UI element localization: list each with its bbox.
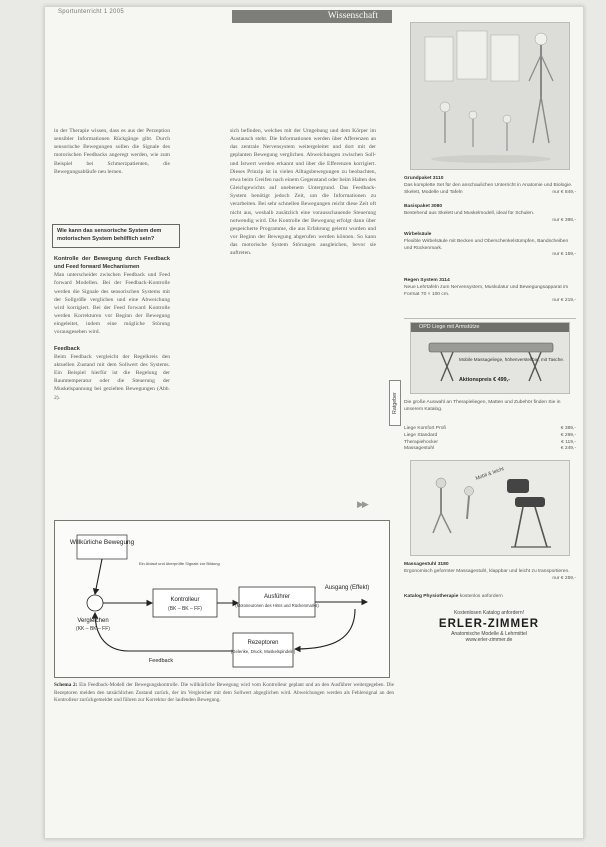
- brand-website-link[interactable]: www.erler-zimmer.de: [465, 637, 513, 644]
- price-row-1-value: € 389,-: [560, 426, 576, 431]
- price-row-2: [404, 433, 576, 440]
- brand-intro: Kostenlosen Katalog anfordern!: [453, 610, 525, 616]
- continue-arrows-icon: ▶▶: [357, 499, 367, 509]
- column-1-intro: [54, 127, 170, 184]
- ad3-price: nur € 159,-: [552, 252, 576, 258]
- arrow-to-comparator: [95, 559, 102, 594]
- box-executor: [239, 587, 315, 617]
- price-row-4: [404, 446, 576, 453]
- subhead-feedback: Feedback: [54, 345, 80, 352]
- ad-basispaket: [404, 204, 576, 224]
- issue-label: Sportunterricht 1 2005: [58, 9, 124, 15]
- ad5-text: Die große Auswahl an Therapieliegen, Matten und Zubehör finden Sie in unserem Katalog.: [404, 400, 561, 412]
- controller-title: Kontrolleur: [170, 597, 200, 603]
- couch-text: Mobile Massageliege, höhenverstellbar, mit Tasche.: [459, 357, 565, 362]
- executor-sub: (Motoneuronen des Hirns und Rückenmarks): [235, 603, 319, 608]
- ad7-text: kostenlos anfordern: [459, 594, 503, 599]
- feedback-paragraph: Beim Feedback vergleicht der Regelkreis den aktuellen Zustand mit dem Sollwert des Systems. Ein Beispiel hierfür ist die Regelung der Raumtemperatur oder die Steuerung der Muskelspannung bei gezielten Bewegungen (Abb. 2).: [54, 353, 170, 401]
- couch-price-list: [404, 426, 576, 453]
- advertisement-sidebar: [404, 20, 576, 828]
- section-header-bar: [232, 10, 392, 23]
- main-paragraph: Man unterscheidet zwischen Feedback und Feed forward Modellen. Bei der Feedback-Kontrolle werden die Signale des sensorischen Systems mit der Sollgröße verglichen und eine Abweichung wird korrigiert. Bei der Feed forward Kontrolle werden Korrekturen vor Beginn der Bewegung eingeleitet, indem eine mögliche Störung vorausgesehen wird.: [54, 272, 170, 336]
- anatomy-models-illustration: [411, 23, 571, 171]
- column-2: [230, 127, 376, 266]
- comparator-sub: (KK – BK – FF): [76, 626, 110, 632]
- ad4-price: nur € 219,-: [552, 298, 576, 304]
- ad1-row: [404, 190, 576, 197]
- price-row-1-label: Liege Komfort Profi: [404, 426, 446, 431]
- ad1-item: Skelett, Modelle und Tafeln: [404, 189, 463, 195]
- massage-chair-photo: [410, 460, 570, 556]
- massage-couch-photo: [410, 322, 570, 394]
- column-2-paragraph: sich befinden, welches mit der Umgebung und dem Körper im Austausch steht. Die Informationen werden über Afferenzen an das zentrale Nervensystem weitergeleitet und dort mit der geplanten Bewegung verglichen. Abweichungen zwischen Soll- und Istwert werden erkannt und über die Efferenzen korrigiert. Dieses Prinzip ist in vielen Alltagsbewegungen zu beobachten, etwa beim Greifen nach einem Gegenstand oder beim Halten des Gleichgewichts auf unebenem Untergrund. Das Feedback-System benötigt jedoch Zeit, um die Informationen zu verarbeiten. Bei sehr schnellen Bewegungen reicht diese Zeit oft nicht aus, weshalb zusätzlich eine vorausschauende Steuerung notwendig wird. Die Kontrolle der Bewegung erfolgt dann über gespeicherte Programme, die aus Erfahrung gelernt wurden und vor Beginn der Bewegung abgerufen werden können. So kann das motorische System Störungen ausgleichen, bevor sie auftreten.: [230, 128, 376, 257]
- price-row-3-label: Therapiehocker: [404, 439, 438, 445]
- ad1-title: Grundpaket 3110: [404, 176, 444, 181]
- price-row-1: [404, 426, 576, 433]
- ad3-title: Wirbelsäule: [404, 232, 432, 237]
- feedback-diagram: [54, 520, 390, 678]
- ad4-text: Neue Lehrtafeln zum Nervensystem, Muskulatur und Bewegungsapparat im Format 70 × 100 cm.: [404, 284, 569, 297]
- question-box: Wie kann das sensorische System dem motorischen System behilflich sein?: [52, 224, 180, 248]
- brand-line-1: Anatomische Modelle & Lehrmittel: [451, 630, 527, 637]
- ad7-title: Katalog Physiotherapie: [404, 594, 459, 599]
- ad-couches-catalog: [404, 400, 576, 414]
- comparator-title: Vergleichen: [77, 618, 109, 624]
- executor-title: Ausführer: [263, 594, 291, 600]
- ad3-text: Flexible Wirbelsäule mit Becken und Oberschenkelstümpfen, Bandscheiben und Rückenmark.: [404, 238, 569, 251]
- intro-paragraph: in der Therapie wissen, dass es aus der Perzeption sensibler Informationen Rückgänge gibt. Durch sensorische Bewegungen sollen die Signale des motorischen Feedbacks angeregt werden, wie zum Beispiel bei Schmerzpatienten, die Bewegungsabläufe neu lernen.: [54, 128, 170, 175]
- ad6-text: Ergonomisch geformter Massagestuhl, klappbar und leicht zu transportieren.: [404, 568, 570, 574]
- ad-massagestuhl: [404, 562, 576, 582]
- price-row-4-value: € 249,-: [560, 446, 576, 452]
- ad6-title: Massagestuhl 3180: [404, 562, 449, 567]
- controller-sub: (BK – BK – FF): [168, 606, 202, 612]
- comparator-node: [87, 595, 103, 611]
- caption-label: Schema 2:: [54, 682, 78, 688]
- brand-block: [409, 610, 569, 644]
- ad-wirbelsaeule: [404, 232, 576, 259]
- couch-price: Aktionspreis € 499,-: [459, 377, 510, 383]
- caption-text: Ein Feedback-Modell der Bewegungskontrolle. Die willkürliche Bewegung wird vom Kontrolleur geplant und an den Ausführer weitergegeben. Die Rezeptoren melden den tatsächlichen Zustand zurück, der im Vergleicher mit dem Sollwert abgeglichen wird. Abweichungen werden als Fehlersignal an den Kontrolleur zurückgemeldet und führen zur Korrektur der laufenden Bewegung.: [54, 682, 394, 704]
- chair-label: Mobil & leicht: [474, 466, 505, 482]
- receptors-sub: (Gelenke, Druck, Muskelspindeln): [230, 649, 296, 654]
- price-row-4-label: Massagestuhl: [404, 446, 435, 452]
- couch-banner: OPD Liege mit Armstütze: [411, 323, 569, 332]
- output-label: Ausgang (Effekt): [324, 585, 370, 591]
- box-controller: [153, 589, 217, 617]
- note-start: Ein Ablauf und überprüfte Signale zur Bildung: [139, 561, 220, 566]
- anatomy-models-photo: [410, 22, 570, 170]
- ad2-price: nur € 398,-: [552, 217, 576, 223]
- section-title: Wissenschaft: [327, 11, 378, 21]
- ad2-text: Bestehend aus Skelett und Muskelmodell, ideal für Schulen.: [404, 210, 535, 216]
- diagram-svg: [55, 521, 391, 679]
- ad1-price: nur € 849,-: [552, 189, 576, 195]
- price-row-2-label: Liege Standard: [404, 432, 438, 438]
- column-1-main: [54, 255, 170, 410]
- ad-regen-system: [404, 278, 576, 305]
- ad6-price: nur € 259,-: [552, 575, 576, 581]
- box-voluntary-label: Willkürliche Bewegung: [69, 539, 135, 546]
- brand-logo-text: ERLER-ZIMMER: [438, 617, 540, 630]
- ad1-text: Das komplette Set für den anschaulichen Unterricht in Anatomie und Biologie.: [404, 182, 573, 188]
- ad-katalog: [404, 594, 576, 601]
- ad4-title: Regen System 3114: [404, 278, 450, 283]
- price-row-2-value: € 299,-: [560, 432, 576, 438]
- receptors-title: Rezeptoren: [247, 640, 279, 646]
- arrow-receptors-comp: [95, 613, 233, 651]
- subhead-feedback-forward: Kontrolle der Bewegung durch Feedback und Feed forward Mechanismen: [54, 256, 170, 271]
- price-row-3-value: € 119,-: [561, 439, 576, 445]
- feedback-label: Feedback: [148, 658, 174, 664]
- ad2-title: Basispaket 3080: [404, 204, 443, 209]
- ad-grundpaket: [404, 176, 576, 196]
- sidebar-divider: [404, 318, 576, 319]
- ratgeber-tab[interactable]: Ratgeber: [389, 380, 401, 426]
- figure-caption: [54, 682, 394, 705]
